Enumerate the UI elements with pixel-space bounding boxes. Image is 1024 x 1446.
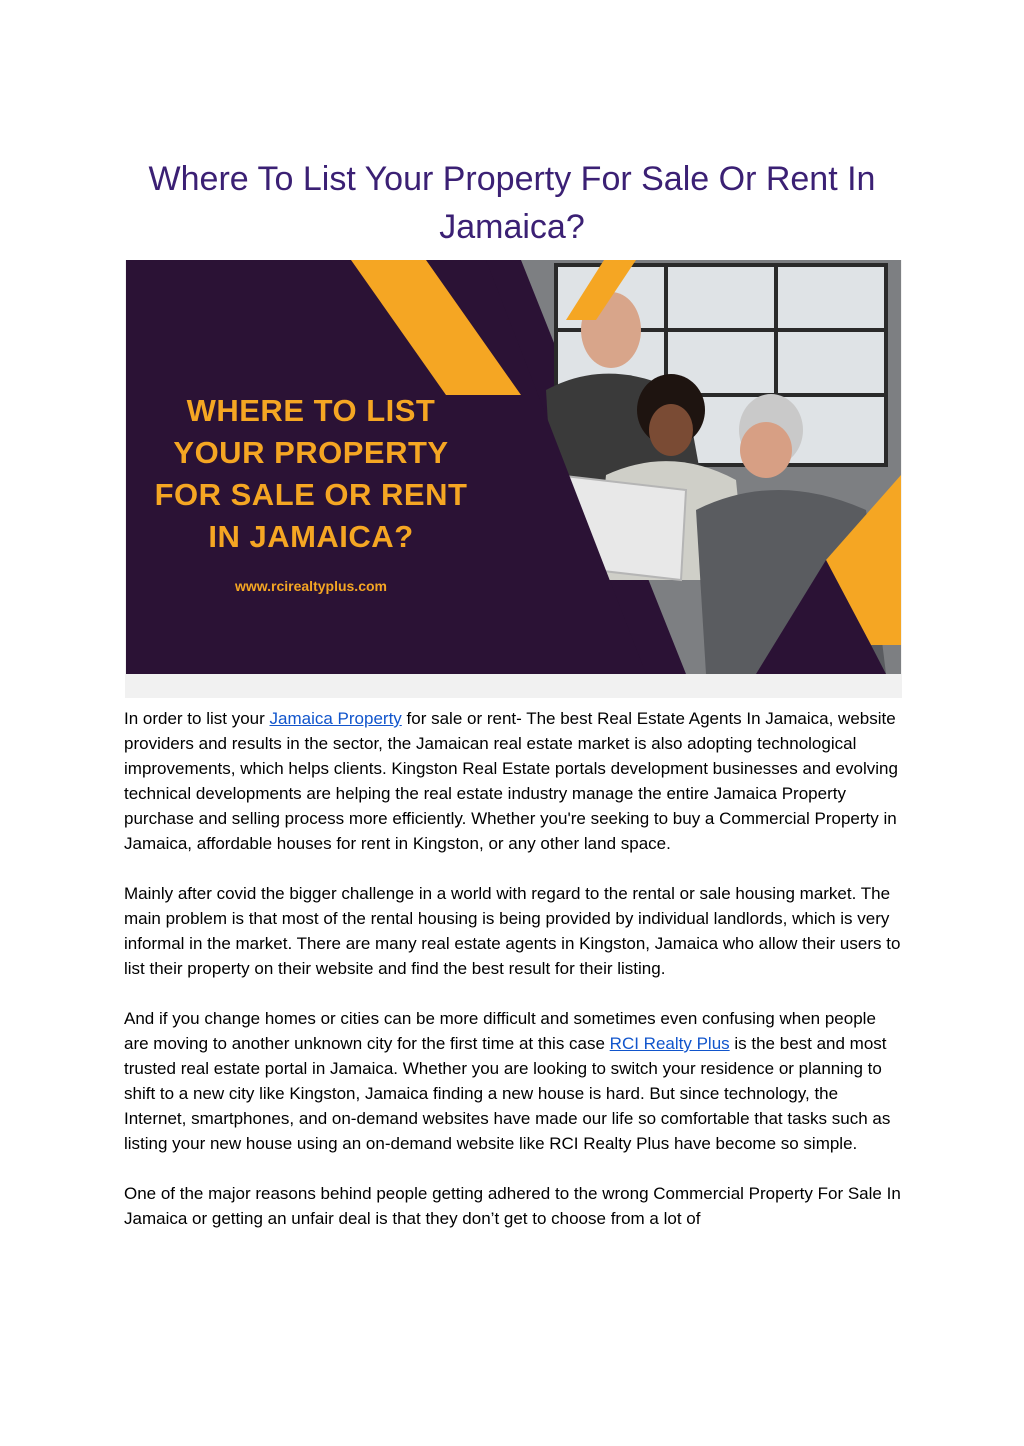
banner-url: www.rcirealtyplus.com [235,578,387,594]
banner-headline-line-2: YOUR PROPERTY [173,435,449,470]
hero-image-frame [125,260,902,698]
paragraph-3-start: And if you change homes or cities can be more difficult and sometimes even confusing when people are moving to another unknown city for the first time at this case [124,1009,876,1053]
banner-headline-line-3: FOR SALE OR RENT [154,477,468,512]
banner-headline-line-4: IN JAMAICA? [208,519,414,554]
paragraph-4: One of the major reasons behind people getting adhered to the wrong Commercial Property For Sale In Jamaica or getting an unfair deal is that they don’t get to choose from a lot of [124,1184,901,1228]
banner-headline [146,390,476,558]
paragraph-3 [124,1006,904,1156]
rci-realty-plus-link[interactable]: RCI Realty Plus [609,1034,730,1053]
article-body [124,706,904,1256]
banner-headline-line-1: WHERE TO LIST [186,393,436,428]
jamaica-property-link[interactable]: Jamaica Property [269,709,402,728]
paragraph-1-end: for sale or rent- The best Real Estate Agents In Jamaica, website providers and results in the sector, the Jamaican real estate market is also adopting technological improvements, which helps clients. Kingston Real Estate portals development businesses and evolving technical developments are helping the real estate industry manage the entire Jamaica Property purchase and selling process more efficiently. Whether you're seeking to buy a Commercial Property in Jamaica, affordable houses for rent in Kingston, or any other land space. [124,709,898,853]
paragraph-3-end: is the best and most trusted real estate portal in Jamaica. Whether you are looking to switch your residence or planning to shift to a new city like Kingston, Jamaica finding a new house is hard. But since technology, the Internet, smartphones, and on-demand websites have made our life so comfortable that tasks such as listing your new house using an on-demand website like RCI Realty Plus have become so simple. [124,1034,891,1153]
page-title: Where To List Your Property For Sale Or Rent In Jamaica? [148,160,876,246]
paragraph-2: Mainly after covid the bigger challenge in a world with regard to the rental or sale housing market. The main problem is that most of the rental housing is being provided by individual landlords, which is very informal in the market. There are many real estate agents in Kingston, Jamaica who allow their users to list their property on their website and find the best result for their listing. [124,884,901,978]
hero-banner-image [126,260,901,674]
paragraph-1 [124,706,904,856]
paragraph-1-start: In order to list your [124,709,270,728]
